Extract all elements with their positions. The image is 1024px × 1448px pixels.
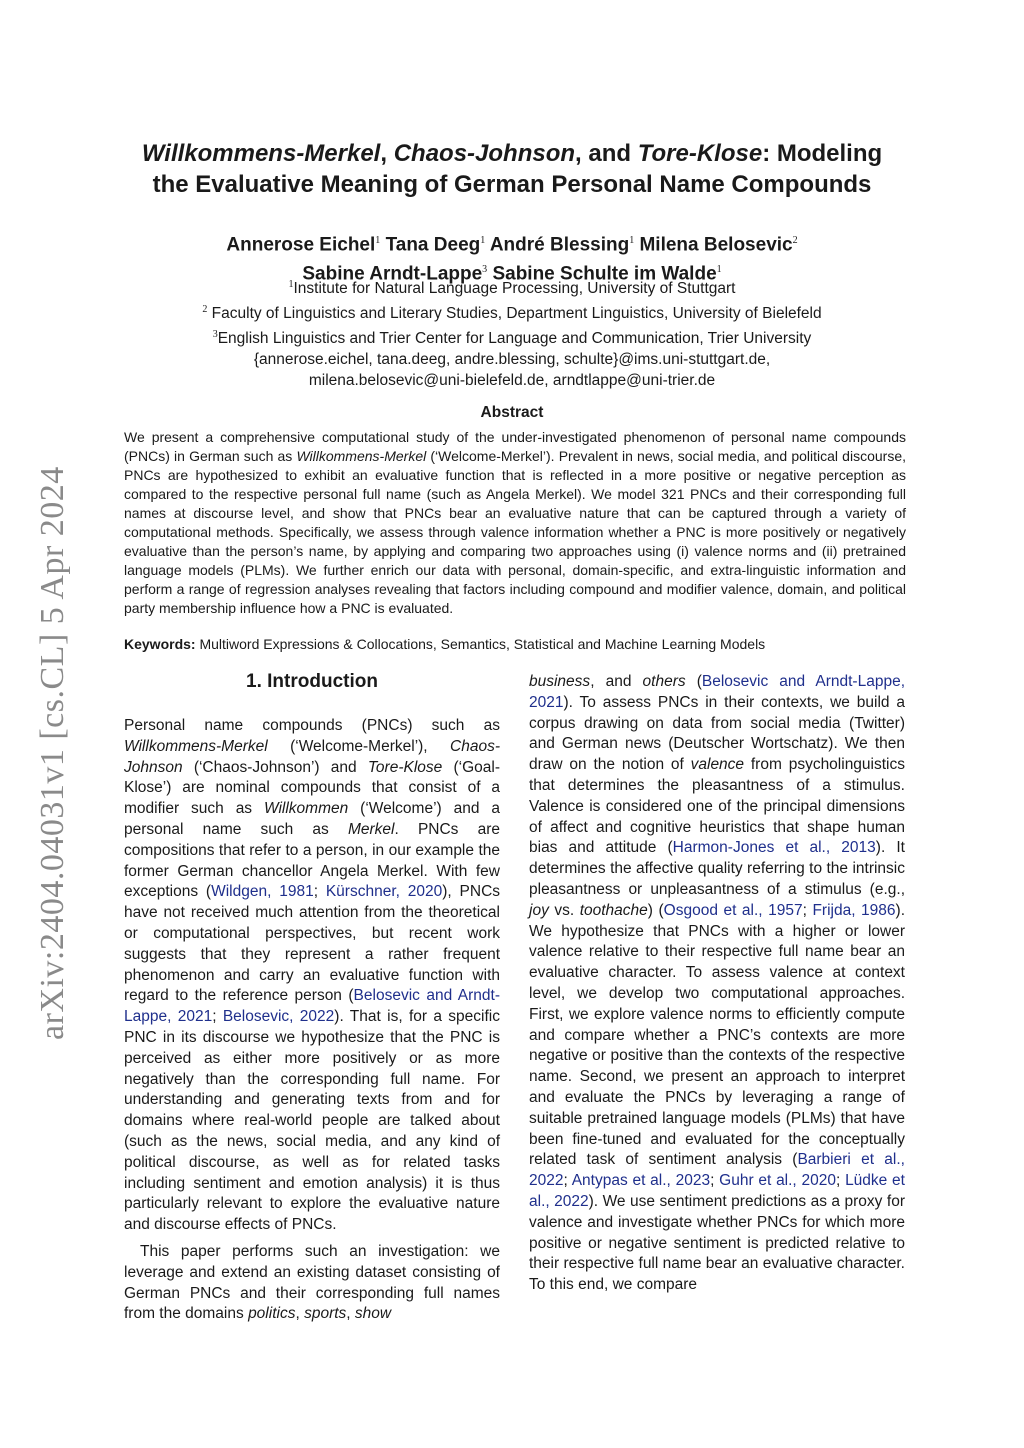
citation-link[interactable]: Belosevic and Arndt-Lappe, 2021 (529, 673, 906, 711)
emphasized-text: Willkommens-Merkel (124, 737, 268, 755)
email-line-1: {annerose.eichel, tana.deeg, andre.blessing, schulte}@ims.uni-stuttgart.de, (253, 351, 771, 369)
body-text: , (346, 1305, 355, 1323)
title-sep: , and (575, 140, 638, 167)
affil-mark: 1 (629, 235, 635, 246)
author: Tana Deeg (385, 234, 481, 256)
section-heading: 1. Introduction (246, 671, 378, 692)
citation-link[interactable]: Belosevic and Arndt-Lappe, 2021 (124, 987, 500, 1026)
right-column (529, 672, 905, 1296)
citation-link[interactable]: Frijda, 1986 (812, 901, 896, 919)
body-text: ; (313, 883, 326, 901)
citation-link[interactable]: Osgood et al., 1957 (663, 901, 803, 919)
body-text: ) ( (647, 901, 664, 919)
title-line-2: the Evaluative Meaning of German Personal Name Compounds (152, 171, 872, 198)
body-text: ; (802, 901, 813, 919)
affiliation-3 (100, 324, 924, 349)
body-text: (‘Chaos-Johnson’) and (182, 758, 368, 776)
intro-paragraph-2-cont (529, 672, 905, 1296)
keywords-text: Multiword Expressions & Collocations, Semantics, Statistical and Machine Learning Models (195, 636, 766, 652)
citation-link[interactable]: Antypas et al., 2023 (571, 1172, 711, 1190)
abstract-term: Willkommens-Merkel (296, 448, 427, 464)
intro-paragraph-1 (124, 716, 500, 1236)
body-text: ; (835, 1172, 846, 1190)
affil-text: Institute for Natural Language Processing, University of Stuttgart (293, 280, 736, 298)
affil-mark: 2 (792, 235, 798, 246)
author: Sabine Arndt-Lappe (302, 263, 483, 285)
body-text: ). We use sentiment predictions as a proxy for valence and investigate whether PNCs for which more positive or negative sentiment is predicted relative to their respective full name bear an evaluative character. To this end, we compare (529, 1192, 905, 1294)
intro-paragraph-2 (124, 1242, 500, 1325)
emphasized-text: toothache (579, 901, 648, 919)
emphasized-text: valence (690, 756, 745, 774)
citation-link[interactable]: Harmon-Jones et al., 2013 (672, 839, 876, 857)
author: Milena Belosevic (639, 234, 793, 256)
emphasized-text: Willkommen (263, 800, 349, 818)
keywords (124, 636, 906, 652)
citation-link[interactable]: Barbieri et al., 2022 (529, 1151, 905, 1190)
citation-link[interactable]: Kürschner, 2020 (325, 883, 443, 901)
affiliation-1 (100, 274, 924, 299)
author: Sabine Schulte im Walde (492, 263, 717, 285)
left-column (124, 672, 500, 1325)
affiliations (100, 274, 924, 391)
emphasized-text: business (529, 673, 591, 690)
emphasized-text: Tore-Klose (367, 758, 443, 776)
citation-link[interactable]: Wildgen, 1981 (211, 883, 314, 901)
affil-mark: 1 (716, 264, 722, 276)
affil-mark: 3 (482, 264, 488, 276)
emphasized-text: others (642, 673, 686, 690)
title-term-3: Tore-Klose (637, 140, 763, 167)
emphasized-text: Merkel (347, 820, 395, 838)
body-text: ( (685, 673, 702, 690)
emphasized-text: politics (248, 1305, 296, 1323)
body-text: ; (212, 1008, 223, 1026)
body-text: ). That is, for a specific PNC in its discourse we hypothesize that the PNC is perceived as either more positively or as more negatively than the corresponding full name. For understanding and generating texts from and for domains where real-world people are talked about (such as the news, social media, and any kind of political discourse, as well as for related tasks including sentiment and emotion analysis) it is thus particularly relevant to explore the evaluative nature and discourse effects of PNCs. (124, 1008, 500, 1234)
citation-link[interactable]: Lüdke et al., 2022 (529, 1172, 905, 1210)
emphasized-text: show (354, 1305, 392, 1323)
emphasized-text: Chaos-Johnson (124, 737, 500, 776)
body-text: ; (710, 1172, 720, 1190)
body-text: (‘Welcome’) and a personal name such as (124, 800, 500, 838)
body-text: ). To assess PNCs in their contexts, we build a corpus drawing on data from social media (Twitter) and German news (Deutscher Wortschatz). We then draw on the notion of (529, 693, 905, 774)
body-text: ; (563, 1172, 572, 1190)
affil-mark: 3 (212, 329, 218, 341)
abstract-body (124, 428, 906, 618)
abstract-text: (‘Welcome-Merkel’). Prevalent in news, social media, and political discourse, PNCs are hypothesized to exhibit an evaluative function that is reflected in a more positive or negative perception as compared to the respective personal full name (such as Angela Merkel). We model 321 PNCs and their corresponding full names at discourse level, and show that PNCs bear an evaluative nature that can be captured through a variety of computational methods. Specifically, we assess through valence information whether a PNC is more positively or negatively evaluative than the person’s name, by applying and comparing two approaches using (i) valence norms and (ii) pretrained language models (PLMs). We further enrich our data with personal, domain-specific, and extra-linguistic information and perform a range of regression analyses revealing that factors including compound and modifier valence, domain, and political party membership influence how a PNC is evaluated. (124, 448, 906, 616)
body-text: (‘Goal-Klose’) are nominal compounds that consist of a modifier such as (124, 758, 500, 818)
body-text: ). It determines the affective quality referring to the intrinsic pleasantness or unpleasantness of a stimulus (e.g., (529, 839, 905, 898)
title-term-1: Willkommens-Merkel (141, 140, 381, 167)
author: André Blessing (489, 234, 630, 256)
body-text: ). We hypothesize that PNCs with a higher or lower valence relative to their respective full name bear an evaluative character. To assess valence at context level, we develop two computational approaches. First, we explore valence norms to efficiently compute and compare whether a PNC’s contexts are more negative or positive than the contexts of the respective name. Second, we present an approach to interpret and evaluate the PNCs by leveraging a range of suitable pretrained language models (PLMs) that have been fine-tuned and evaluated for the conceptually related task of sentiment analysis ( (529, 901, 906, 1169)
paper-title (100, 138, 924, 200)
affil-mark: 1 (480, 235, 486, 246)
title-sep: , (380, 140, 394, 167)
affil-text: Faculty of Linguistics and Literary Studies, Department Linguistics, University of Bielefeld (211, 305, 822, 323)
affiliation-2 (100, 299, 924, 324)
body-text: ), PNCs have not received much attention from the theoretical or computational perspectives, but recent work suggests that they represent a rather frequent phenomenon and carry an evaluative function with regard to the reference person ( (124, 883, 501, 1005)
body-text: vs. (548, 901, 580, 919)
arxiv-stamp: arXiv:2404.04031v1 [cs.CL] 5 Apr 2024 (34, 466, 71, 1040)
affil-mark: 1 (288, 279, 294, 290)
title-term-2: Chaos-Johnson (393, 140, 576, 167)
keywords-label: Keywords: (124, 636, 196, 652)
affil-text: English Linguistics and Trier Center for Language and Communication, Trier University (217, 330, 812, 348)
body-text: , (295, 1305, 305, 1323)
body-text: (‘Welcome-Merkel’), (267, 737, 451, 755)
body-text: from psycholinguistics that determines the pleasantness of a stimulus. Valence is considered one of the principal dimensions of affect and cognitive heuristics that shape human bias and attitude ( (529, 756, 905, 857)
email-line-2: milena.belosevic@uni-bielefeld.de, arndtlappe@uni-trier.de (308, 372, 716, 390)
author: Annerose Eichel (226, 234, 376, 256)
emphasized-text: sports (304, 1305, 347, 1323)
title-rest: : Modeling (762, 140, 883, 167)
body-text: , and (590, 673, 643, 690)
abstract-text: We present a comprehensive computational study of the under-investigated phenomenon of personal name compounds (PNCs) in German such as (124, 429, 906, 464)
body-text: . PNCs are compositions that refer to a person, in our example the former German chancellor Angela Merkel. With few exceptions ( (124, 820, 500, 901)
body-text: Personal name compounds (PNCs) such as (124, 717, 500, 734)
citation-link[interactable]: Guhr et al., 2020 (719, 1172, 836, 1190)
affil-mark: 1 (375, 235, 381, 246)
citation-link[interactable]: Belosevic, 2022 (222, 1008, 335, 1026)
affil-mark: 2 (202, 304, 208, 316)
body-text: This paper performs such an investigation: we leverage and extend an existing dataset consisting of German PNCs and their corresponding full names from the domains (124, 1242, 500, 1323)
emphasized-text: joy (529, 901, 549, 919)
abstract-heading: Abstract (480, 404, 544, 421)
